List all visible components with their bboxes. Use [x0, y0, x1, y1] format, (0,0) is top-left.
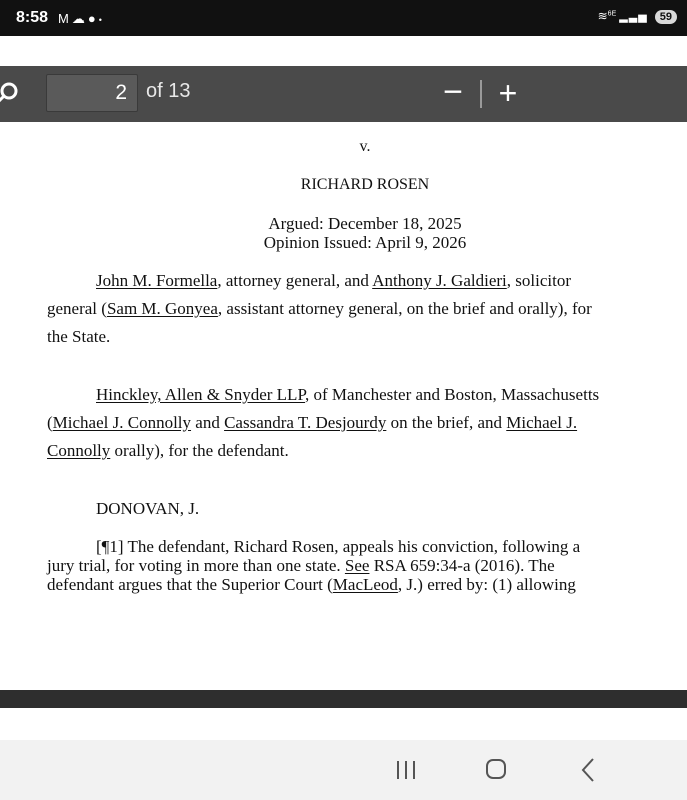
attorney-name: Sam M. Gonyea: [106, 299, 218, 318]
text-run: jury trial, for voting in more than one state.: [47, 556, 345, 575]
home-icon[interactable]: [483, 756, 509, 782]
page-separator: [0, 690, 687, 708]
spacer: [0, 36, 687, 66]
zoom-out-button[interactable]: −: [443, 73, 463, 111]
text-run: , solicitor: [506, 271, 571, 290]
judge-name: DONOVAN, J.: [96, 499, 200, 518]
basketball-icon: ●: [87, 11, 99, 26]
pdf-toolbar: [0, 66, 687, 122]
text-run: RSA 659:34-a (2016). The: [369, 556, 555, 575]
citation-signal: See: [344, 556, 370, 575]
attorney-name: Michael J.: [506, 413, 578, 432]
attorney-name: Connolly: [47, 441, 111, 460]
text-run: on the brief, and: [386, 413, 507, 432]
recent-apps-icon[interactable]: [393, 758, 419, 782]
defendant-name: RICHARD ROSEN: [300, 176, 430, 193]
navigation-bar: [0, 740, 687, 800]
cloud-icon: ☁: [71, 11, 88, 26]
text-run: general (: [47, 299, 107, 318]
back-icon[interactable]: [576, 756, 600, 784]
opinion-line-1: [¶1] The defendant, Richard Rosen, appeals his conviction, following a: [96, 537, 581, 556]
text-run: , of Manchester and Boston, Massachusetts: [305, 385, 600, 404]
counsel-defendant-line-3: [47, 441, 289, 461]
status-bar: [0, 0, 687, 36]
status-right: [598, 9, 677, 24]
network-label: 6E: [607, 10, 617, 18]
dot-icon: •: [98, 15, 105, 25]
zoom-in-button[interactable]: +: [498, 75, 518, 111]
attorney-name: Anthony J. Galdieri: [372, 271, 507, 290]
page-total: of 13: [146, 80, 191, 102]
document-page: [0, 122, 687, 690]
wifi-icon: ≋: [597, 9, 608, 23]
battery-indicator: 59: [655, 10, 677, 24]
text-run: (: [47, 413, 53, 432]
attorney-name: John M. Formella: [96, 271, 218, 290]
text-run: , attorney general, and: [217, 271, 373, 290]
text-run: , J.) erred by: (1) allowing: [397, 575, 576, 594]
counsel-state-line-2: [47, 299, 592, 319]
text-run: and: [191, 413, 225, 432]
page-number-input[interactable]: 2: [46, 74, 138, 112]
text-run: orally), for the defendant.: [110, 441, 289, 460]
text-run: , assistant attorney general, on the brief and orally), for: [217, 299, 592, 318]
signal-icon: ▂▃▅: [619, 11, 648, 23]
attorney-name: Michael J. Connolly: [52, 413, 192, 432]
clock: 8:58: [16, 9, 49, 26]
attorney-name: Cassandra T. Desjourdy: [224, 413, 387, 432]
nav-spacer: [0, 708, 687, 740]
counsel-defendant-line-1: [96, 385, 599, 405]
search-icon[interactable]: [0, 80, 26, 106]
counsel-state-line-3: the State.: [47, 327, 111, 346]
versus-label: v.: [359, 138, 371, 155]
opinion-date: Opinion Issued: April 9, 2026: [263, 233, 467, 252]
counsel-defendant-line-2: [47, 413, 577, 433]
gmail-icon: M: [58, 11, 72, 26]
opinion-line-2: [47, 556, 555, 576]
zoom-divider: [480, 80, 482, 108]
text-run: defendant argues that the Superior Court (: [47, 575, 333, 594]
argued-date: Argued: December 18, 2025: [268, 214, 462, 233]
notification-icons: [58, 11, 105, 27]
opinion-line-3: [47, 575, 576, 595]
counsel-state-line-1: [96, 271, 571, 291]
judge-reference: MacLeod: [332, 575, 398, 594]
firm-name: Hinckley, Allen & Snyder LLP: [96, 385, 306, 404]
